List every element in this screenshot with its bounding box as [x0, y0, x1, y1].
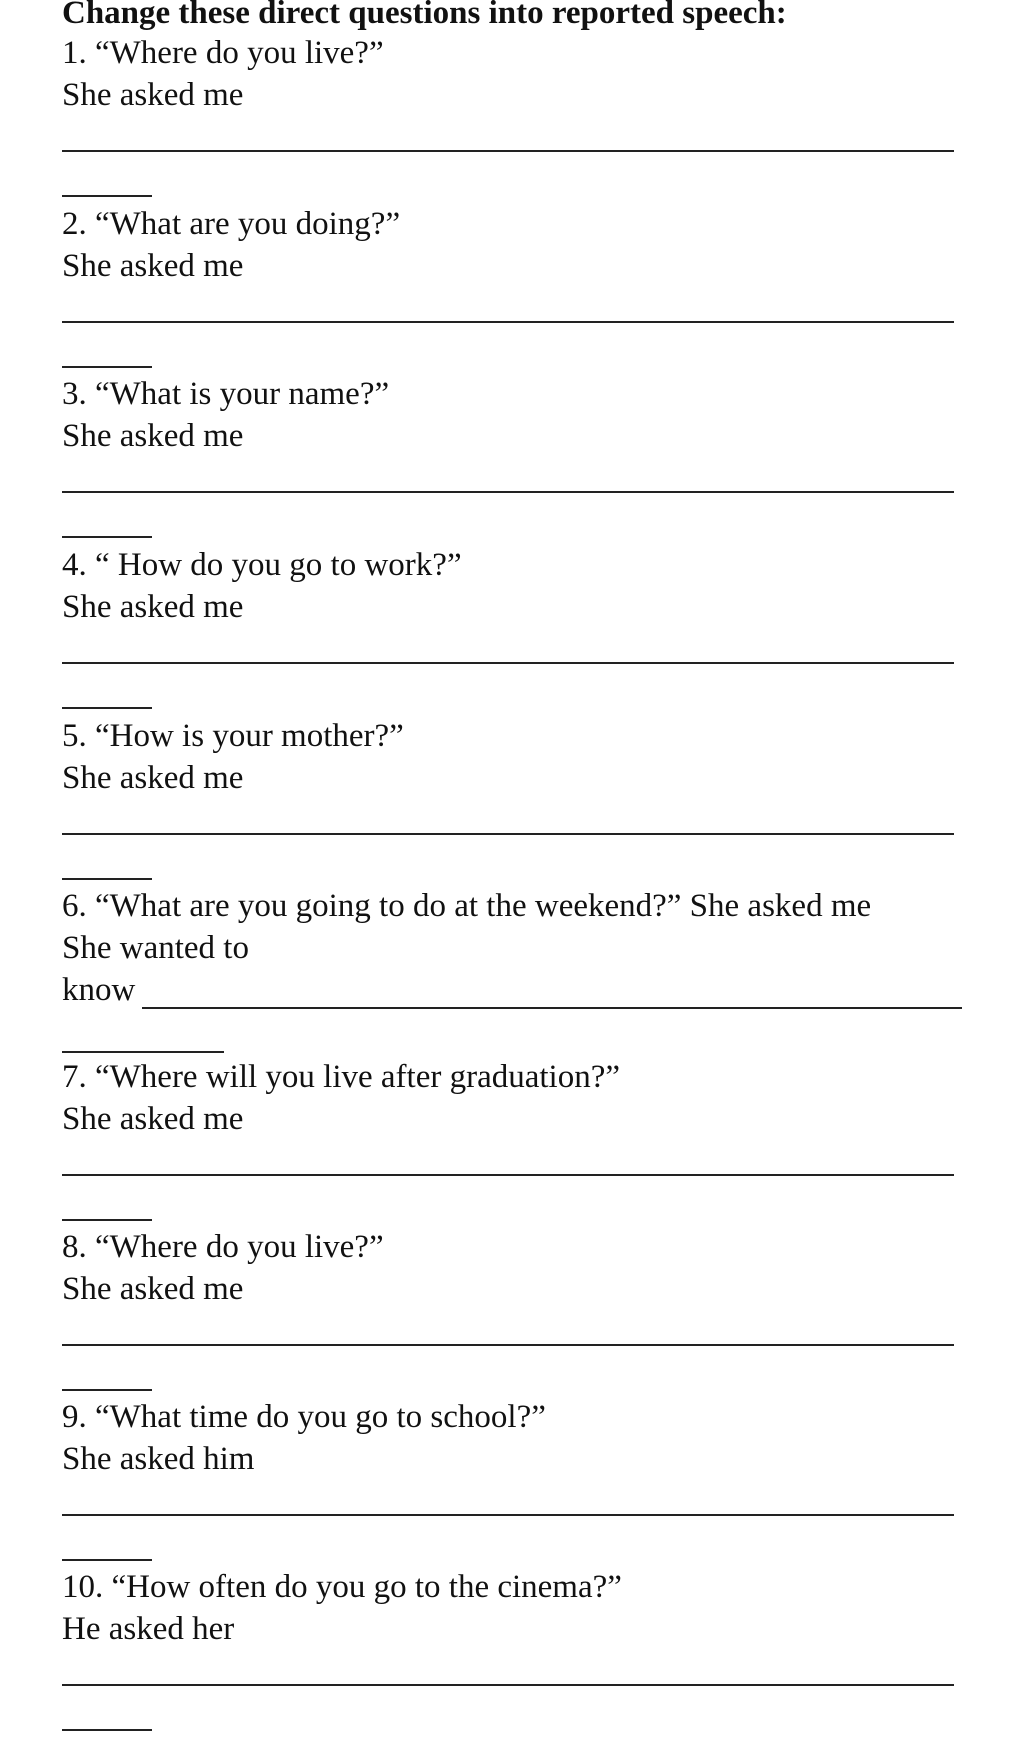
- answer-line[interactable]: [62, 662, 954, 664]
- answer-line[interactable]: [62, 1344, 954, 1346]
- answer-line-continuation[interactable]: [62, 1389, 152, 1391]
- answer-line-continuation[interactable]: [62, 366, 152, 368]
- answer-line-continuation[interactable]: [62, 707, 152, 709]
- answer-line[interactable]: [62, 1174, 954, 1176]
- answer-line[interactable]: [142, 1007, 962, 1009]
- answer-stem: She asked me: [62, 248, 244, 284]
- answer-line-continuation[interactable]: [62, 1219, 152, 1221]
- answer-stem: She asked me: [62, 589, 244, 625]
- question-text: 6. “What are you going to do at the weekend?” She asked me: [62, 888, 872, 924]
- answer-line[interactable]: [62, 1684, 954, 1686]
- question-text: 2. “What are you doing?”: [62, 206, 401, 242]
- question-text: 1. “Where do you live?”: [62, 35, 384, 71]
- answer-line-continuation[interactable]: [62, 1559, 152, 1561]
- worksheet-title: Change these direct questions into reported speech:: [62, 0, 787, 31]
- answer-line[interactable]: [62, 491, 954, 493]
- answer-line-continuation[interactable]: [62, 536, 152, 538]
- question-text: 3. “What is your name?”: [62, 376, 390, 412]
- question-text: 10. “How often do you go to the cinema?”: [62, 1569, 622, 1605]
- answer-line[interactable]: [62, 150, 954, 152]
- answer-line[interactable]: [62, 1514, 954, 1516]
- answer-stem-continued: know: [62, 972, 136, 1008]
- question-text: 7. “Where will you live after graduation?”: [62, 1059, 621, 1095]
- answer-stem: She asked me: [62, 1271, 244, 1307]
- answer-stem: She asked me: [62, 760, 244, 796]
- answer-stem: She asked me: [62, 418, 244, 454]
- answer-line-continuation[interactable]: [62, 1729, 152, 1731]
- answer-stem: She asked him: [62, 1441, 255, 1477]
- answer-stem: He asked her: [62, 1611, 235, 1647]
- question-text: 4. “ How do you go to work?”: [62, 547, 462, 583]
- answer-stem: She wanted to: [62, 930, 249, 966]
- answer-line[interactable]: [62, 321, 954, 323]
- answer-stem: She asked me: [62, 77, 244, 113]
- answer-line-continuation[interactable]: [62, 195, 152, 197]
- question-text: 9. “What time do you go to school?”: [62, 1399, 546, 1435]
- answer-line[interactable]: [62, 833, 954, 835]
- answer-stem: She asked me: [62, 1101, 244, 1137]
- answer-line-continuation[interactable]: [62, 1051, 224, 1053]
- answer-line-continuation[interactable]: [62, 878, 152, 880]
- question-text: 5. “How is your mother?”: [62, 718, 404, 754]
- question-text: 8. “Where do you live?”: [62, 1229, 384, 1265]
